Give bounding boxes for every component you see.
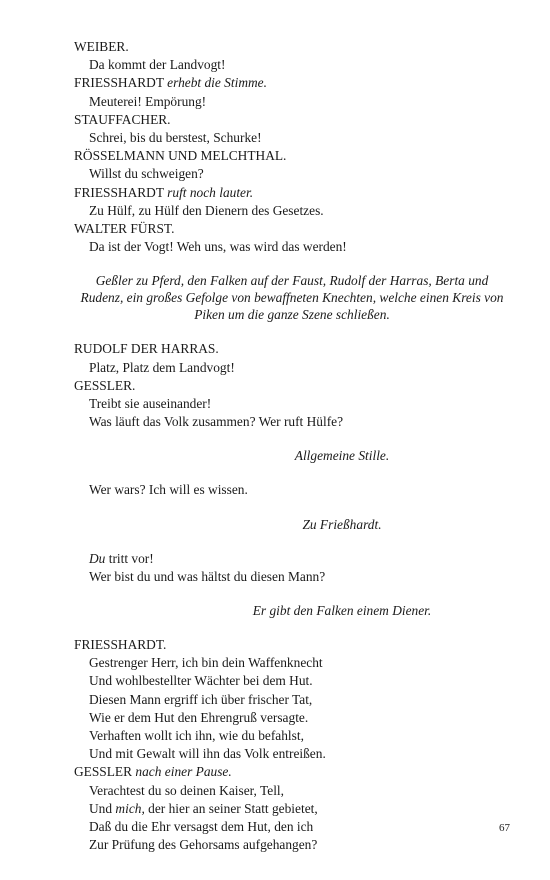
- spacer: [74, 465, 510, 481]
- verse-line: Und mich, der hier an seiner Statt gebietet,: [89, 800, 318, 816]
- spacer: [74, 500, 510, 516]
- verse-line: Was läuft das Volk zusammen? Wer ruft Hülfe?: [89, 414, 344, 430]
- spacer: [74, 534, 510, 550]
- spacer: [74, 256, 510, 272]
- verse-line: Willst du schweigen?: [89, 166, 204, 182]
- verse-line: Schrei, bis du berstest, Schurke!: [89, 130, 262, 146]
- verse-line: Diesen Mann ergriff ich über frischer Tat,: [89, 691, 313, 707]
- verse-line: Du tritt vor!: [89, 550, 154, 566]
- stage-direction-centered: Zu Frießhardt.: [302, 516, 382, 532]
- verse-line: Da kommt der Landvogt!: [89, 57, 226, 73]
- verse-line: Wer wars? Ich will es wissen.: [89, 482, 248, 498]
- speaker-stauffacher: STAUFFACHER.: [74, 111, 171, 127]
- verse-line: Wie er dem Hut den Ehrengruß versagte.: [89, 709, 309, 725]
- stage-direction-block: Geßler zu Pferd, den Falken auf der Faust, Rudolf der Harras, Berta und Rudenz, ein großes Gefolge von bewaffneten Knechten, welche einen Kreis von Piken um die ganze Szene schließen.: [80, 273, 504, 323]
- spacer: [74, 323, 510, 340]
- verse-line: Gestrenger Herr, ich bin dein Waffenknecht: [89, 655, 323, 671]
- stage-direction-centered: Allgemeine Stille.: [294, 448, 390, 464]
- speaker-rudolf-der-harras: RUDOLF DER HARRAS.: [74, 341, 219, 357]
- verse-line: Platz, Platz dem Landvogt!: [89, 359, 235, 375]
- verse-line: Treibt sie auseinander!: [89, 396, 212, 412]
- stage-direction-inline: erhebt die Stimme.: [167, 75, 267, 91]
- stage-direction-inline: ruft noch lauter.: [167, 184, 254, 200]
- verse-line: Da ist der Vogt! Weh uns, was wird das werden!: [89, 239, 347, 255]
- verse-line: Und mit Gewalt will ihn das Volk entreißen.: [89, 746, 326, 762]
- stage-direction-inline: nach einer Pause.: [135, 764, 232, 780]
- speaker-weiber: WEIBER.: [74, 39, 129, 54]
- spacer: [74, 620, 510, 636]
- play-text: [74, 38, 510, 855]
- verse-line: Zu Hülf, zu Hülf den Dienern des Gesetzes.: [89, 202, 324, 218]
- verse-line: Daß du die Ehr versagst dem Hut, den ich: [89, 819, 314, 835]
- speaker-gessler: GESSLER.: [74, 377, 136, 393]
- verse-line: Und wohlbestellter Wächter bei dem Hut.: [89, 673, 313, 689]
- verse-line: Verhaften wollt ich ihn, wie du befahlst,: [89, 728, 304, 744]
- speaker-roesselmann-melchthal: RÖSSELMANN UND MELCHTHAL.: [74, 148, 287, 164]
- verse-line: Zur Prüfung des Gehorsams aufgehangen?: [89, 837, 318, 853]
- verse-line: Wer bist du und was hältst du diesen Mann?: [89, 568, 326, 584]
- speaker-friesshardt: FRIESSHARDT.: [74, 637, 167, 653]
- speaker-gessler: GESSLER nach einer Pause.: [74, 764, 232, 780]
- speaker-walter-fuerst: WALTER FÜRST.: [74, 221, 175, 237]
- verse-line: Verachtest du so deinen Kaiser, Tell,: [89, 782, 284, 798]
- stage-direction-centered: Er gibt den Falken einem Diener.: [252, 603, 432, 619]
- speaker-friesshardt: FRIESSHARDT ruft noch lauter.: [74, 184, 254, 200]
- page-number: 67: [499, 822, 510, 834]
- spacer: [74, 586, 510, 602]
- verse-line: Meuterei! Empörung!: [89, 93, 207, 109]
- speaker-friesshardt: FRIESSHARDT erhebt die Stimme.: [74, 75, 267, 91]
- spacer: [74, 431, 510, 447]
